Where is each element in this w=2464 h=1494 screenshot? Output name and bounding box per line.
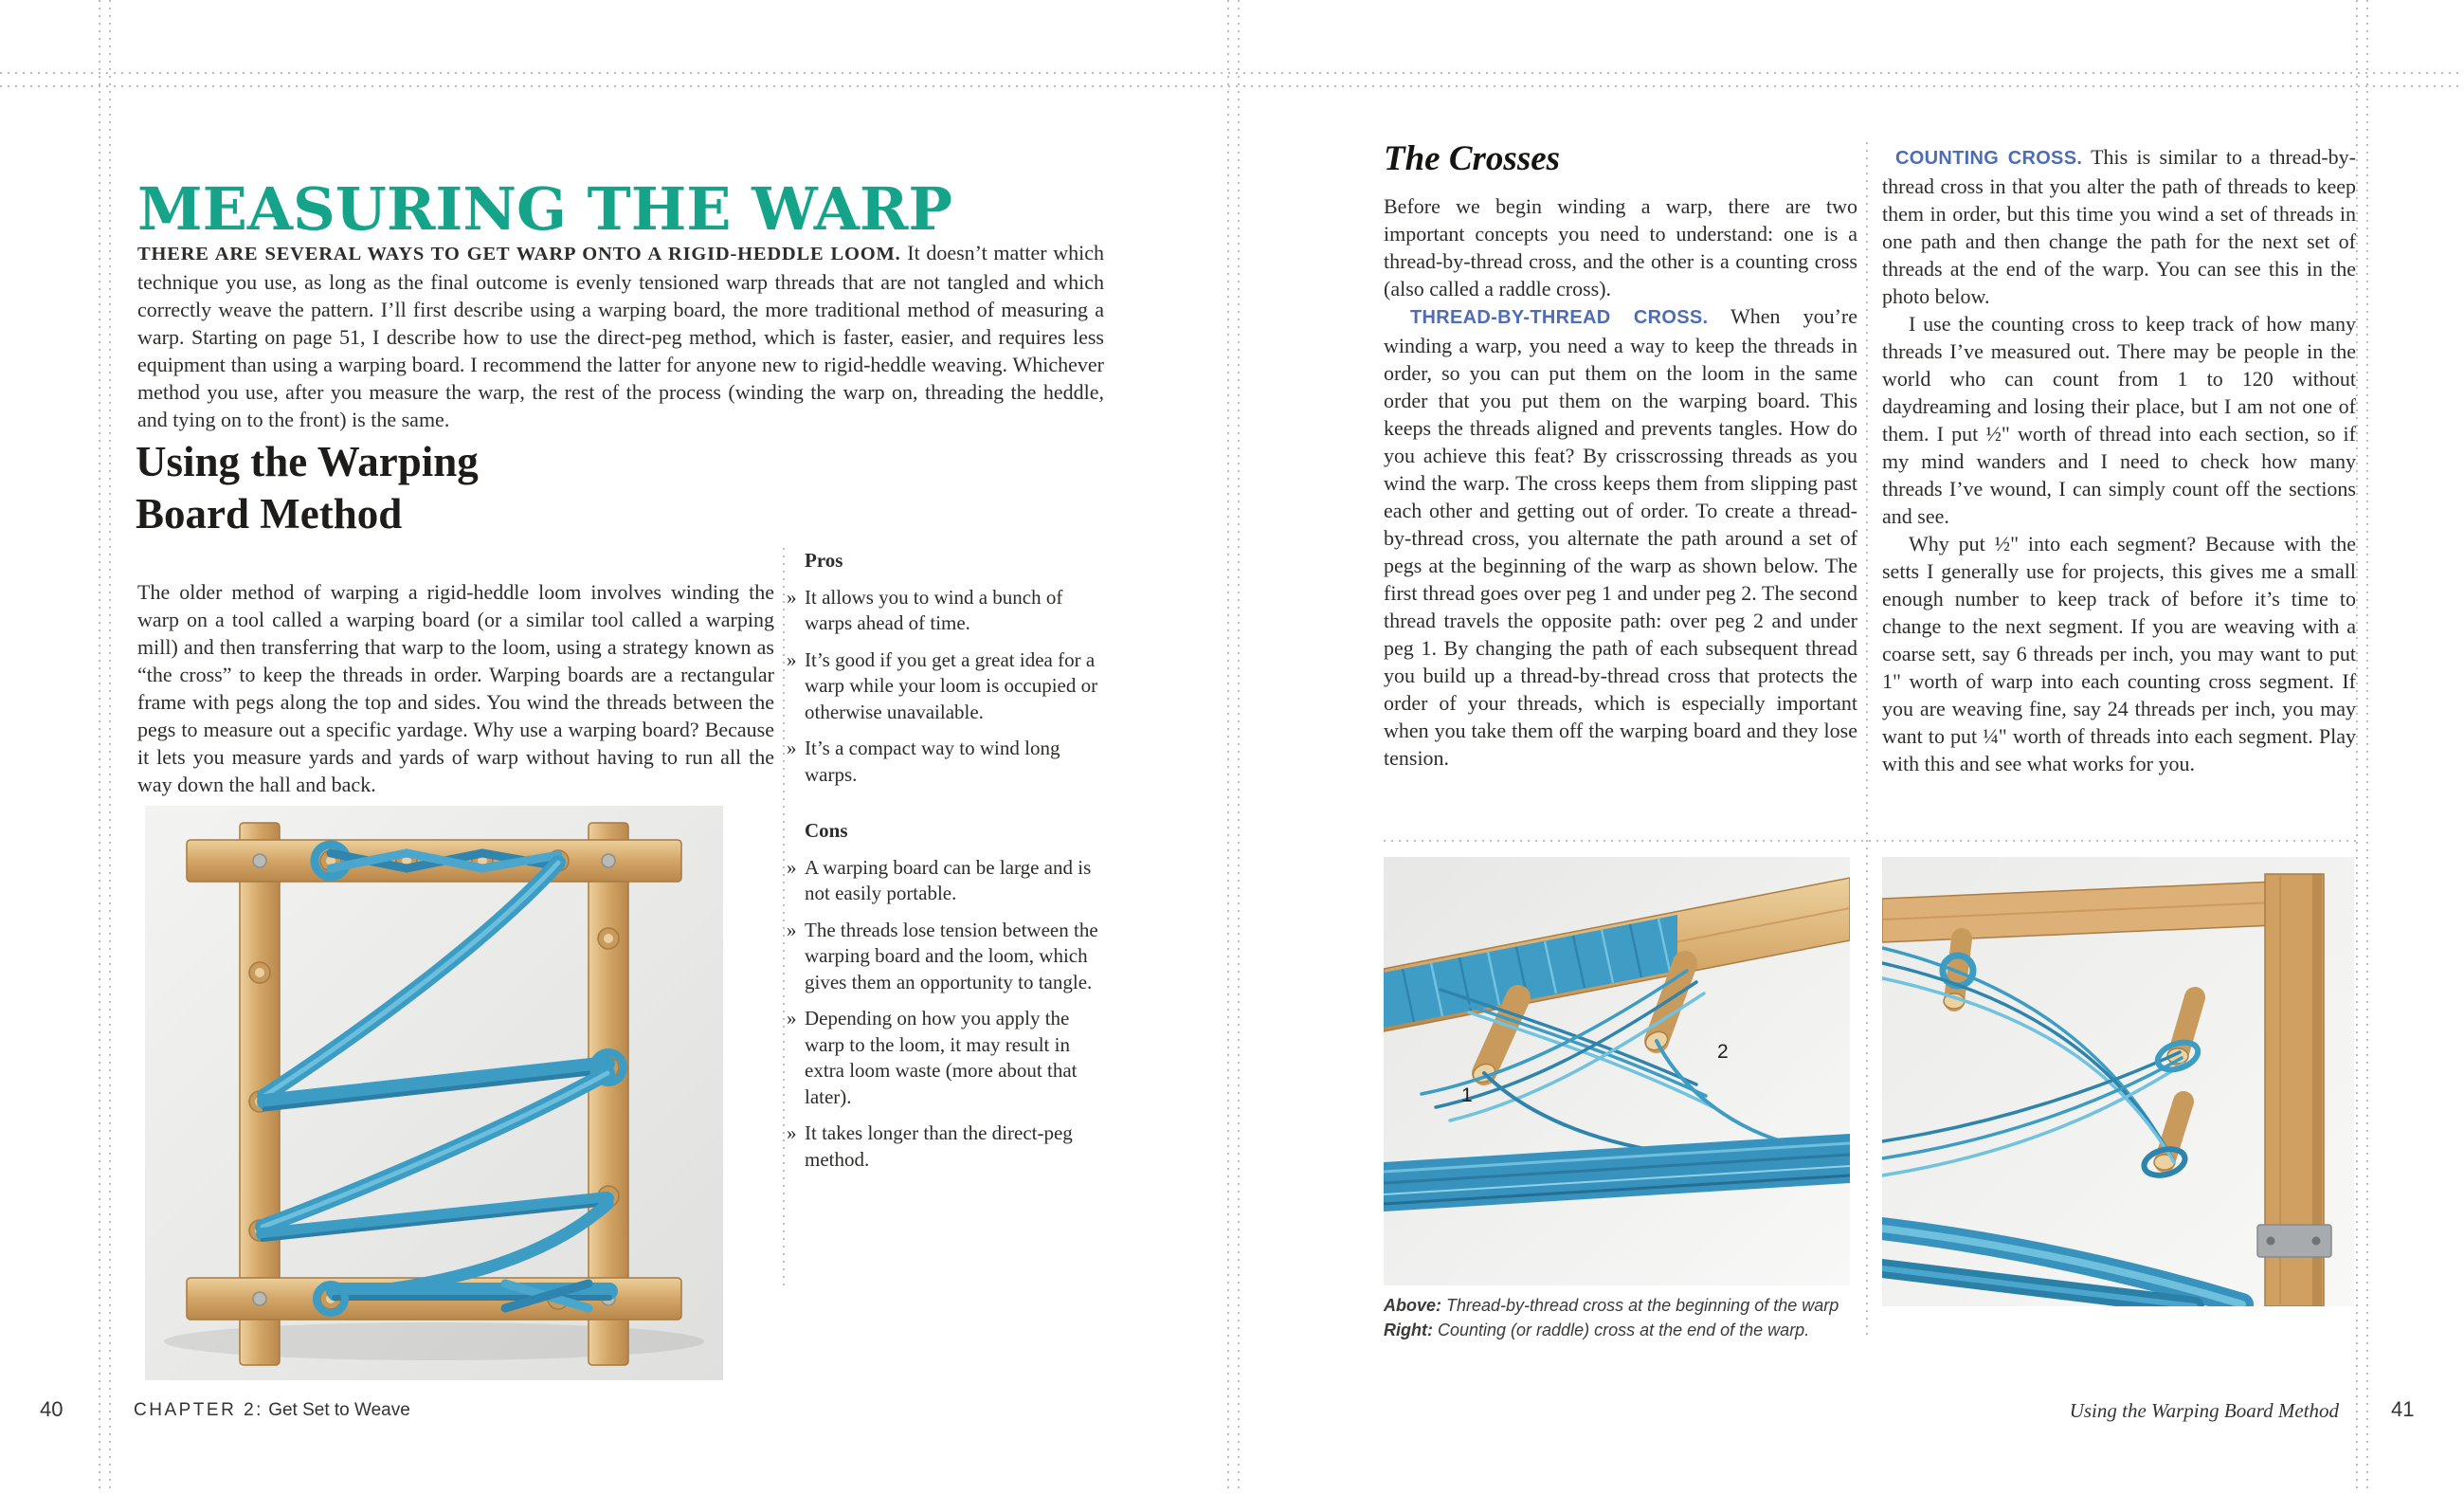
spine-dotted-rule-1 xyxy=(1227,0,1229,1494)
pros-cons-list xyxy=(787,548,1107,1173)
bullet-icon: » xyxy=(787,855,797,879)
column-divider-rule xyxy=(1866,142,1868,1337)
list-item xyxy=(787,1006,1107,1110)
pro-item-text: It’s good if you get a great idea for a warp while your loom is occupied or otherwise unavailable. xyxy=(805,647,1098,723)
counting-cross-label: COUNTING CROSS. xyxy=(1895,148,2083,169)
bullet-icon: » xyxy=(787,737,797,759)
section-heading xyxy=(136,436,479,540)
page-number-right: 41 xyxy=(2391,1397,2415,1421)
bullet-icon: » xyxy=(787,1007,797,1029)
con-item-text: A warping board can be large and is not easily portable. xyxy=(805,855,1092,904)
section-heading-line2: Board Method xyxy=(136,490,403,537)
counting-cross-text: This is similar to a thread-by-thread cross in that you alter the path of threads to keep them in order, but this time you wind a set of threads in one path and then change the path for the next set of threads at the end of the warp. You can see this in the photo below. xyxy=(1882,145,2356,308)
counting-use-paragraph: I use the counting cross to keep track of how many threads I’ve measured out. There may be people in the world who can count from 1 to 120 without daydreaming and losing their place, but I am not one of them. I put ½" worth of thread into each section, so if my mind wanders and I need to check how many threads I’ve wound, I can simply count off the sections and see. xyxy=(1882,312,2356,528)
list-item xyxy=(787,855,1107,907)
intro-body: It doesn’t matter which technique you use, as long as the final outcome is evenly tensioned warp threads that are not tangled and which correctly weave the pattern. I’ll first describe using a warping board, the more traditional method of measuring a warp. Starting on page 51, I describe how to use the direct-peg method, which is faster, easier, and requires less equipment than using a warping board. I recommend the latter for anyone new to rigid-heddle weaving. Whichever method you use, after you measure the warp, the rest of the process (winding the warp on, threading the heddle, and tying on to the front) is the same. xyxy=(137,241,1104,431)
wood-post xyxy=(2257,874,2331,1306)
section-heading-line1: Using the Warping xyxy=(136,438,479,485)
photo-divider-rule xyxy=(1384,840,2356,842)
crosses-intro-paragraph: Before we begin winding a warp, there are two important concepts you need to understand: one is a thread-by-thread cross, and the other is a counting cross (also called a raddle cross). xyxy=(1384,194,1857,301)
crosses-heading: The Crosses xyxy=(1384,139,1561,178)
peg-label-2: 2 xyxy=(1717,1041,1729,1063)
intro-lead-in: THERE ARE SEVERAL WAYS TO GET WARP ONTO A RIGID-HEDDLE LOOM. xyxy=(137,244,901,264)
counting-cross-photo xyxy=(1882,857,2354,1306)
bullet-icon: » xyxy=(787,585,797,609)
footer-chapter-title: Get Set to Weave xyxy=(263,1400,410,1420)
thread-by-thread-cross-photo xyxy=(1384,857,1850,1285)
list-item xyxy=(787,647,1107,726)
list-item xyxy=(787,736,1107,788)
photo-caption xyxy=(1384,1293,1876,1342)
segment-size-paragraph: Why put ½" into each segment? Because with the setts I generally use for projects, this gives me a small enough number to keep track of before it’s time to change to the next segment. If you are weaving with a coarse sett, say 6 threads per inch, you may want to put 1" worth of warp into each counting cross segment. If you are weaving fine, say 24 threads per inch, you may want to put ¼" worth of threads into each segment. Play with this and see what works for you. xyxy=(1882,532,2356,775)
right-margin-dotted-rule-2 xyxy=(2366,0,2368,1494)
caption-right-text: Counting (or raddle) cross at the end of the warp. xyxy=(1432,1321,1810,1339)
bullet-icon: » xyxy=(787,918,797,941)
footer-chapter-label: CHAPTER 2: xyxy=(134,1400,263,1420)
footer-section-title: Using the Warping Board Method xyxy=(2069,1399,2339,1422)
intro-paragraph xyxy=(137,239,1104,433)
thread-by-thread-paragraph xyxy=(1384,302,1857,772)
list-item xyxy=(787,1120,1107,1173)
list-item xyxy=(787,918,1107,996)
caption-above-text: Thread-by-thread cross at the beginning of the warp xyxy=(1441,1296,1839,1315)
page-number-left: 40 xyxy=(40,1397,63,1421)
cons-title: Cons xyxy=(805,819,848,842)
spine-dotted-rule-2 xyxy=(1238,0,1240,1494)
left-margin-dotted-rule-1 xyxy=(99,0,100,1494)
proscons-divider-rule xyxy=(783,548,785,1289)
bullet-icon: » xyxy=(787,1121,797,1144)
peg-label-1: 1 xyxy=(1461,1084,1473,1106)
pro-item-text: It allows you to wind a bunch of warps ahead of time. xyxy=(805,585,1063,634)
con-item-text: Depending on how you apply the warp to the loom, it may result in extra loom waste (more about that later). xyxy=(805,1007,1078,1108)
crosses-column xyxy=(1384,138,1857,772)
con-item-text: It takes longer than the direct-peg method. xyxy=(805,1121,1073,1171)
thread-by-thread-label: THREAD-BY-THREAD CROSS. xyxy=(1410,307,1709,328)
caption-right-label: Right: xyxy=(1384,1321,1433,1339)
warping-board-paragraph: The older method of warping a rigid-heddle loom involves winding the warp on a tool called a warping board (or a similar tool called a warping mill) and then transferring that warp to the loom, using a strategy known as “the cross” to keep the threads in order. Warping boards are a rectangular frame with pegs along the top and sides. You wind the threads between the pegs to measure out a specific yardage. Why use a warping board? Because it lets you measure yards and yards of warp without having to run all the way down the hall and back. xyxy=(137,580,774,796)
page-title: MEASURING THE WARP xyxy=(137,173,953,244)
left-margin-dotted-rule-2 xyxy=(109,0,111,1494)
bullet-icon: » xyxy=(787,647,797,671)
footer-chapter xyxy=(134,1400,410,1421)
warping-board-photo xyxy=(145,806,723,1380)
pros-title: Pros xyxy=(805,549,843,572)
list-item xyxy=(787,585,1107,637)
top-dotted-rule-1 xyxy=(0,72,2464,74)
top-dotted-rule-2 xyxy=(0,85,2464,87)
caption-above-label: Above: xyxy=(1384,1296,1442,1315)
counting-cross-column xyxy=(1882,143,2356,777)
right-margin-dotted-rule-1 xyxy=(2356,0,2358,1494)
pro-item-text: It’s a compact way to wind long warps. xyxy=(805,737,1060,786)
con-item-text: The threads lose tension between the warping board and the loom, which gives them an opportunity to tangle. xyxy=(805,918,1098,993)
counting-cross-paragraph xyxy=(1882,143,2356,310)
thread-by-thread-text: When you’re winding a warp, you need a way to keep the threads in order, so you can put them on the loom in the same order that you put them on the warping board. This keeps the threads aligned and prevents tangles. How do you achieve this feat? By crisscrossing threads as you wind the warp. The cross keeps them from slipping past each other and getting out of order. To create a thread-by-thread cross, you alternate the path around a set of pegs at the beginning of the warp as shown below. The first thread goes over peg 1 and under peg 2. The second thread travels the opposite path: over peg 2 and under peg 1. By changing the path of each subsequent thread you build up a thread-by-thread cross that protects the order of your threads, which is especially important when you take them off the warping board and they lose tension. xyxy=(1384,304,1857,770)
